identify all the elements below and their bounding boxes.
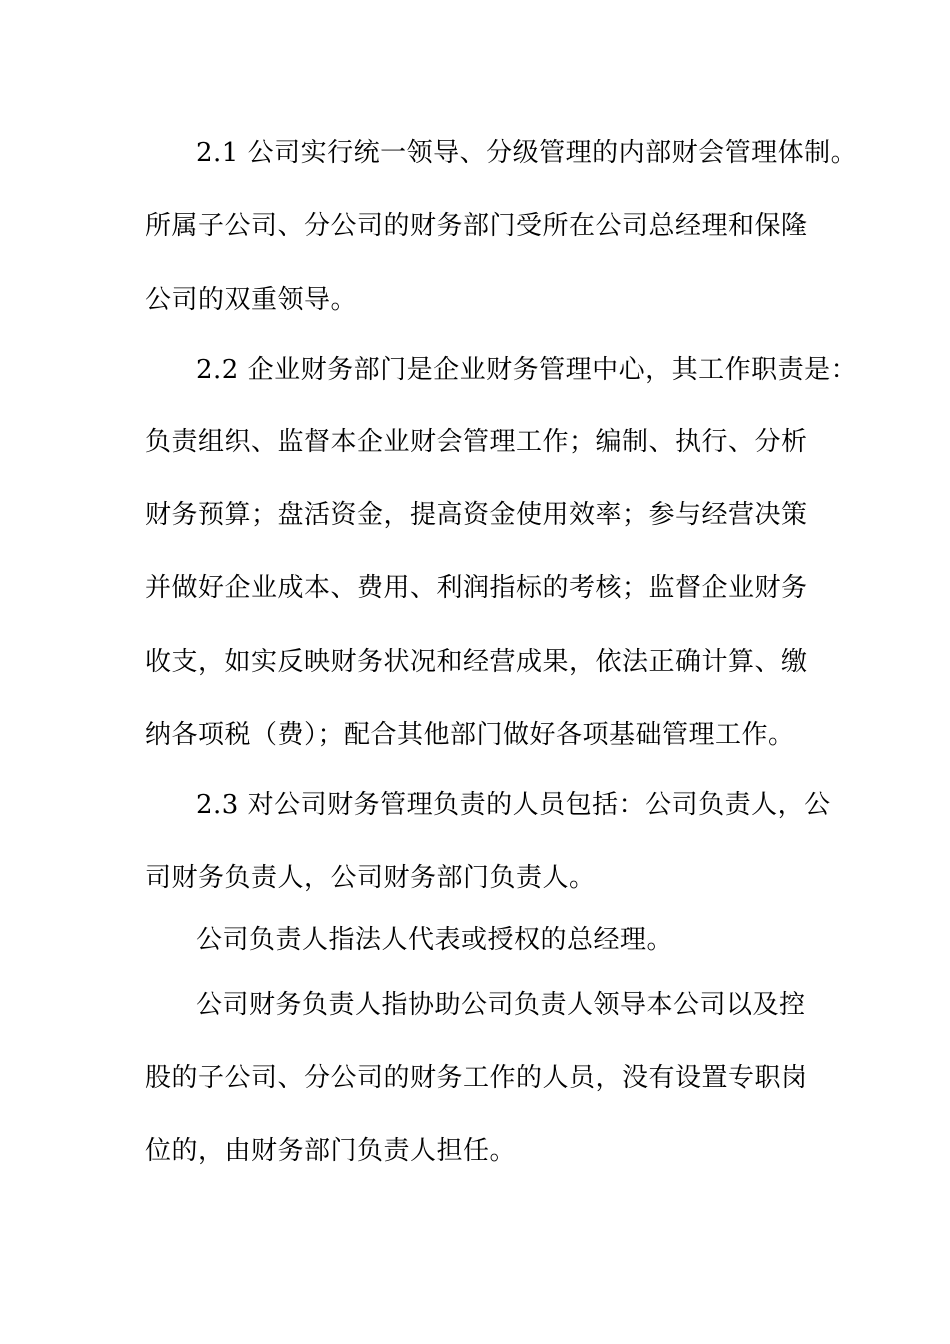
paragraph-line: 位的，由财务部门负责人担任。 — [145, 1136, 517, 1166]
paragraph-line: 2.2 企业财务部门是企业财务管理中心，其工作职责是： — [196, 355, 858, 385]
paragraph-line: 公司负责人指法人代表或授权的总经理。 — [196, 925, 674, 955]
paragraph-line: 2.3 对公司财务管理负责的人员包括：公司负责人，公 — [196, 790, 831, 820]
paragraph-line: 财务预算；盘活资金，提高资金使用效率；参与经营决策 — [145, 500, 808, 530]
paragraph-line: 纳各项税（费）；配合其他部门做好各项基础管理工作。 — [145, 720, 795, 750]
paragraph-line: 公司的双重领导。 — [145, 285, 358, 315]
paragraph-line: 负责组织、监督本企业财会管理工作；编制、执行、分析 — [145, 427, 808, 457]
paragraph-line: 并做好企业成本、费用、利润指标的考核；监督企业财务 — [145, 573, 808, 603]
paragraph-line: 2.1 公司实行统一领导、分级管理的内部财会管理体制。 — [196, 138, 858, 168]
paragraph-line: 公司财务负责人指协助公司负责人领导本公司以及控 — [196, 990, 806, 1020]
paragraph-line: 股的子公司、分公司的财务工作的人员，没有设置专职岗 — [145, 1063, 808, 1093]
paragraph-line: 所属子公司、分公司的财务部门受所在公司总经理和保隆 — [145, 211, 808, 241]
paragraph-line: 司财务负责人，公司财务部门负责人。 — [145, 863, 596, 893]
paragraph-line: 收支，如实反映财务状况和经营成果，依法正确计算、缴 — [145, 647, 808, 677]
